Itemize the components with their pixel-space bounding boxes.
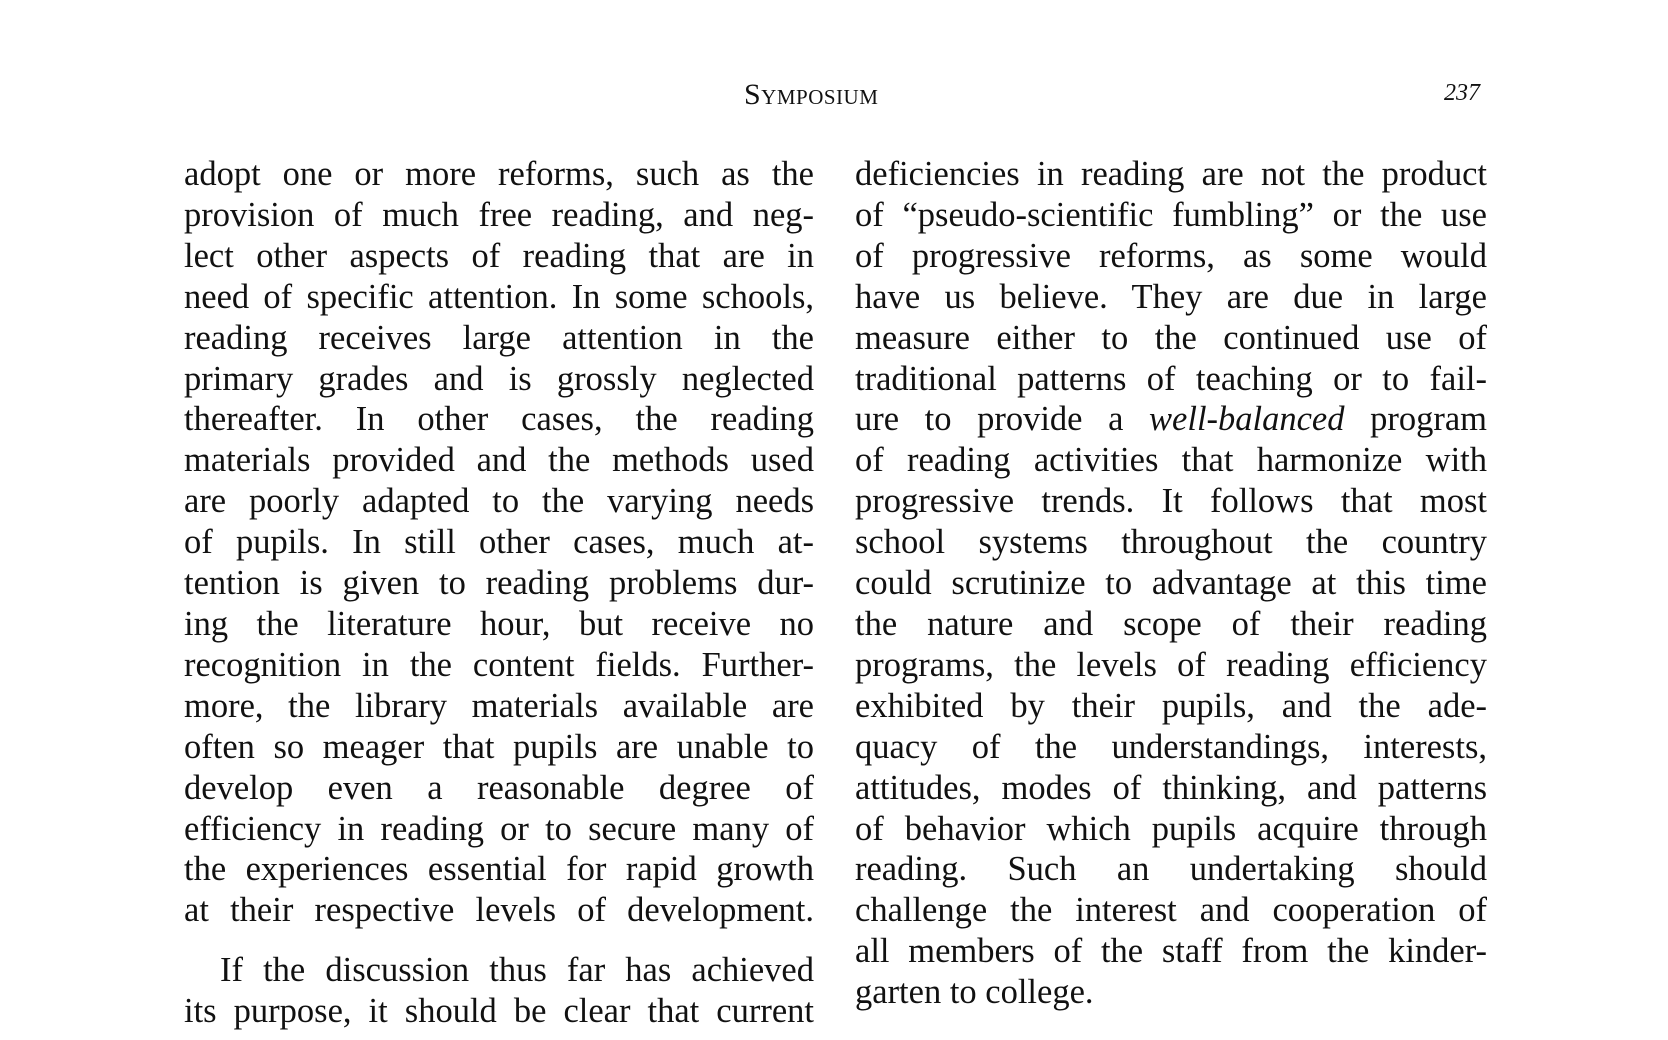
text-line: progressive trends. It follows that most	[855, 482, 1487, 521]
left-column	[184, 154, 814, 1032]
text-line: provision of much free reading, and neg-	[184, 195, 814, 234]
text-line: often so meager that pupils are unable to	[184, 727, 814, 766]
text-line: at their respective levels of development.	[184, 891, 814, 930]
running-head	[0, 78, 1668, 118]
page-number: 237	[1444, 80, 1480, 106]
text-line: need of specific attention. In some schools,	[184, 277, 814, 316]
text-line: quacy of the understandings, interests,	[855, 727, 1487, 766]
text-line: primary grades and is grossly neglected	[184, 359, 814, 398]
text-segment: ure to provide a	[855, 400, 1150, 439]
text-line: develop even a reasonable degree of	[184, 768, 814, 807]
text-line: challenge the interest and cooperation of	[855, 891, 1487, 930]
text-line: deficiencies in reading are not the product	[855, 155, 1487, 193]
text-line: tention is given to reading problems dur-	[184, 564, 814, 603]
paragraph-gap	[184, 931, 814, 950]
text-line: adopt one or more reforms, such as the	[184, 155, 814, 193]
text-line: all members of the staff from the kinder-	[855, 932, 1487, 971]
text-segment: program	[1344, 400, 1487, 439]
text-line: thereafter. In other cases, the reading	[184, 400, 814, 439]
text-line: of behavior which pupils acquire through	[855, 809, 1487, 848]
text-line: efficiency in reading or to secure many of	[184, 809, 814, 848]
text-line: reading receives large attention in the	[184, 318, 814, 357]
text-line: materials provided and the methods used	[184, 441, 814, 480]
text-line: attitudes, modes of thinking, and patterns	[855, 768, 1487, 807]
running-title: Symposium	[744, 78, 879, 111]
text-line: of “pseudo-scientific fumbling” or the use	[855, 195, 1487, 234]
text-line: reading. Such an undertaking should	[855, 850, 1487, 889]
text-line: more, the library materials available are	[184, 686, 814, 725]
text-line: recognition in the content fields. Further-	[184, 645, 814, 684]
text-line-with-emphasis	[855, 399, 1487, 440]
text-line: exhibited by their pupils, and the ade-	[855, 686, 1487, 725]
text-line: of progressive reforms, as some would	[855, 236, 1487, 275]
text-line: the nature and scope of their reading	[855, 604, 1487, 643]
text-line: lect other aspects of reading that are in	[184, 236, 814, 275]
text-line: programs, the levels of reading efficiency	[855, 645, 1487, 684]
text-line: school systems throughout the country	[855, 523, 1487, 562]
text-line: ing the literature hour, but receive no	[184, 604, 814, 643]
text-line: could scrutinize to advantage at this time	[855, 564, 1487, 603]
text-line: are poorly adapted to the varying needs	[184, 482, 814, 521]
right-column	[855, 154, 1487, 1013]
text-line: its purpose, it should be clear that current	[184, 992, 814, 1031]
paragraph	[184, 950, 814, 1032]
paragraph	[184, 154, 814, 931]
text-line: have us believe. They are due in large	[855, 277, 1487, 316]
text-line: of pupils. In still other cases, much at-	[184, 523, 814, 562]
paragraph	[855, 154, 1487, 1013]
text-line: of reading activities that harmonize with	[855, 441, 1487, 480]
text-line: measure either to the continued use of	[855, 318, 1487, 357]
text-line: If the discussion thus far has achieved	[220, 951, 814, 990]
text-line: garten to college.	[855, 973, 1094, 1012]
text-line: the experiences essential for rapid growth	[184, 850, 814, 889]
emphasized-text: well-balanced	[1149, 400, 1345, 439]
text-line: traditional patterns of teaching or to fail-	[855, 359, 1487, 398]
